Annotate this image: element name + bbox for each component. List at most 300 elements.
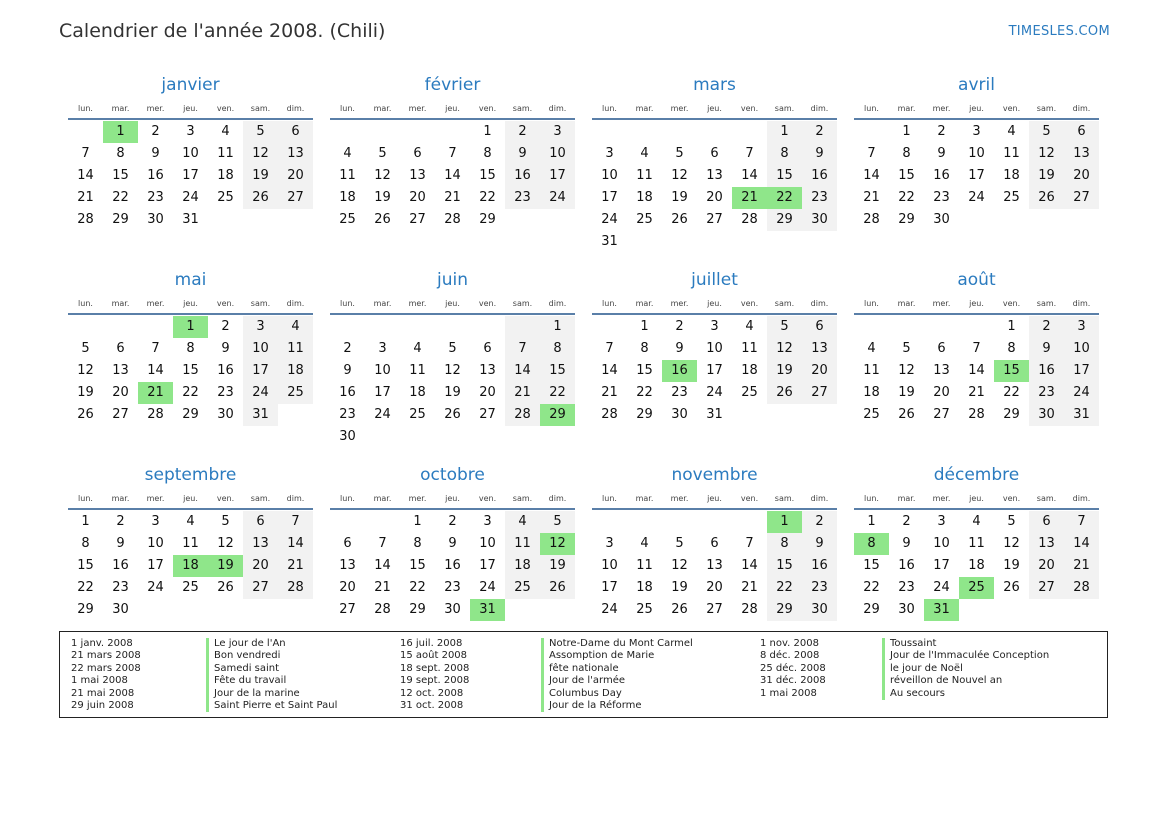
day-cell: 20: [706, 580, 723, 595]
day-cell: 24: [479, 580, 496, 595]
day-cell: 6: [116, 341, 125, 356]
day-cell: 22: [636, 385, 653, 400]
month-name: mai: [174, 270, 207, 290]
page-title: Calendrier de l'année 2008. (Chili): [59, 20, 386, 42]
day-cell: 19: [243, 165, 278, 187]
legend-date: 21 mars 2008: [71, 650, 141, 662]
day-cell: 16: [1029, 360, 1064, 382]
day-cell: 12: [77, 363, 94, 378]
day-cell: 16: [898, 558, 915, 573]
day-cell: 9: [675, 341, 684, 356]
empty-cell: [592, 121, 627, 143]
day-cell: 3: [937, 514, 946, 529]
day-cell: 13: [1029, 533, 1064, 555]
weekday-label: lun.: [864, 299, 879, 308]
day-cell: 3: [972, 124, 981, 139]
day-cell: 10: [374, 363, 391, 378]
weekday-header: [592, 295, 837, 315]
day-cell: 15: [636, 363, 653, 378]
day-cell: 12: [898, 363, 915, 378]
day-cell: 2: [1029, 316, 1064, 338]
legend-date: 25 déc. 2008: [760, 662, 826, 674]
legend-date: 31 déc. 2008: [760, 675, 826, 687]
day-cell: 16: [444, 558, 461, 573]
day-cell: 10: [601, 168, 618, 183]
day-cell: 14: [1064, 533, 1099, 555]
weekday-label: lun.: [340, 104, 355, 113]
holiday-day-cell: 29: [540, 404, 575, 426]
day-grid: [592, 121, 837, 253]
weekday-label: dim.: [286, 494, 305, 503]
day-cell: 5: [540, 511, 575, 533]
weekday-label: mar.: [897, 104, 916, 113]
weekday-label: ven.: [1002, 299, 1021, 308]
month-12: [854, 464, 1099, 621]
day-cell: 14: [601, 363, 618, 378]
day-cell: 14: [741, 558, 758, 573]
day-cell: 12: [243, 143, 278, 165]
weekday-label: dim.: [1072, 494, 1091, 503]
day-cell: 19: [540, 555, 575, 577]
day-cell: 22: [112, 190, 129, 205]
day-cell: 23: [898, 580, 915, 595]
day-cell: 11: [278, 338, 313, 360]
legend-holiday-name: Le jour de l'An: [206, 638, 286, 650]
day-cell: 20: [479, 385, 496, 400]
day-cell: 1: [81, 514, 90, 529]
day-cell: 5: [378, 146, 387, 161]
weekday-label: dim.: [548, 104, 567, 113]
month-2: [330, 74, 575, 231]
day-cell: 8: [767, 143, 802, 165]
day-cell: 30: [1029, 404, 1064, 426]
day-cell: 19: [671, 580, 688, 595]
weekday-label: jeu.: [707, 299, 722, 308]
weekday-header: [330, 490, 575, 510]
day-cell: 2: [221, 319, 230, 334]
day-cell: 24: [540, 187, 575, 209]
weekday-label: sam.: [774, 299, 795, 308]
day-cell: 14: [505, 360, 540, 382]
day-cell: 26: [374, 212, 391, 227]
day-cell: 3: [605, 146, 614, 161]
weekday-label: mar.: [111, 104, 130, 113]
day-cell: 4: [343, 146, 352, 161]
day-cell: 9: [1029, 338, 1064, 360]
day-cell: 26: [671, 602, 688, 617]
day-cell: 11: [217, 146, 234, 161]
day-cell: 8: [902, 146, 911, 161]
day-cell: 22: [409, 580, 426, 595]
weekday-label: jeu.: [183, 104, 198, 113]
month-name: février: [424, 75, 481, 95]
month-name: août: [957, 270, 996, 290]
day-cell: 9: [902, 536, 911, 551]
day-cell: 24: [182, 190, 199, 205]
day-cell: 1: [767, 121, 802, 143]
month-7: [592, 269, 837, 426]
empty-cell: [330, 316, 365, 338]
day-cell: 28: [374, 602, 391, 617]
day-cell: 25: [636, 212, 653, 227]
day-cell: 7: [745, 536, 754, 551]
day-cell: 9: [448, 536, 457, 551]
day-cell: 17: [706, 363, 723, 378]
day-cell: 30: [802, 209, 837, 231]
day-cell: 7: [151, 341, 160, 356]
day-cell: 21: [863, 190, 880, 205]
weekday-label: mar.: [635, 494, 654, 503]
legend-holiday-name: Assomption de Marie: [541, 650, 654, 662]
day-cell: 11: [636, 558, 653, 573]
day-cell: 26: [444, 407, 461, 422]
weekday-label: mar.: [635, 299, 654, 308]
day-cell: 10: [601, 558, 618, 573]
weekday-label: dim.: [810, 494, 829, 503]
weekday-label: ven.: [740, 299, 759, 308]
holiday-day-cell: 16: [662, 360, 697, 382]
day-cell: 7: [605, 341, 614, 356]
day-cell: 29: [77, 602, 94, 617]
holiday-day-cell: 31: [924, 599, 959, 621]
day-cell: 11: [863, 363, 880, 378]
day-cell: 28: [1064, 577, 1099, 599]
day-cell: 27: [802, 382, 837, 404]
empty-cell: [732, 121, 767, 143]
weekday-label: mar.: [373, 104, 392, 113]
day-grid: [68, 121, 313, 231]
month-name: décembre: [933, 465, 1020, 485]
day-grid: [330, 511, 575, 621]
day-cell: 4: [413, 341, 422, 356]
day-cell: 28: [601, 407, 618, 422]
day-cell: 4: [972, 514, 981, 529]
day-cell: 9: [116, 536, 125, 551]
empty-cell: [854, 316, 889, 338]
empty-cell: [697, 511, 732, 533]
day-cell: 24: [933, 580, 950, 595]
legend-holiday-name: Au secours: [882, 688, 945, 700]
day-cell: 5: [767, 316, 802, 338]
day-cell: 8: [540, 338, 575, 360]
site-link[interactable]: TIMESLES.COM: [1008, 24, 1110, 39]
day-cell: 21: [601, 385, 618, 400]
day-cell: 2: [802, 511, 837, 533]
legend-holiday-name: Samedi saint: [206, 663, 279, 675]
day-cell: 21: [741, 580, 758, 595]
day-cell: 12: [671, 558, 688, 573]
day-cell: 21: [77, 190, 94, 205]
day-cell: 29: [863, 602, 880, 617]
day-cell: 18: [278, 360, 313, 382]
day-cell: 7: [745, 146, 754, 161]
day-cell: 6: [243, 511, 278, 533]
weekday-label: mar.: [111, 299, 130, 308]
day-cell: 3: [710, 319, 719, 334]
weekday-label: jeu.: [183, 494, 198, 503]
day-cell: 28: [968, 407, 985, 422]
day-cell: 7: [378, 536, 387, 551]
day-cell: 3: [605, 536, 614, 551]
legend-holiday-name: Fête du travail: [206, 675, 286, 687]
day-cell: 1: [867, 514, 876, 529]
weekday-header: [68, 100, 313, 120]
weekday-label: mer.: [670, 104, 689, 113]
day-cell: 31: [243, 404, 278, 426]
day-cell: 22: [1003, 385, 1020, 400]
empty-cell: [365, 121, 400, 143]
day-cell: 29: [1003, 407, 1020, 422]
day-cell: 16: [505, 165, 540, 187]
day-cell: 20: [278, 165, 313, 187]
day-cell: 28: [505, 404, 540, 426]
holiday-day-cell: 12: [540, 533, 575, 555]
day-cell: 8: [1007, 341, 1016, 356]
day-cell: 8: [413, 536, 422, 551]
day-cell: 30: [802, 599, 837, 621]
legend-date: 12 oct. 2008: [400, 687, 464, 699]
legend-date: 1 mai 2008: [760, 687, 817, 699]
day-cell: 15: [77, 558, 94, 573]
day-cell: 16: [802, 555, 837, 577]
day-cell: 23: [802, 577, 837, 599]
holiday-legend: [59, 631, 1108, 718]
day-cell: 4: [505, 511, 540, 533]
weekday-label: ven.: [1002, 104, 1021, 113]
legend-holiday-name: Jour de la marine: [206, 688, 300, 700]
day-cell: 17: [1064, 360, 1099, 382]
day-cell: 25: [741, 385, 758, 400]
legend-holiday-name: Saint Pierre et Saint Paul: [206, 700, 337, 712]
day-cell: 1: [483, 124, 492, 139]
day-cell: 21: [444, 190, 461, 205]
day-cell: 24: [968, 190, 985, 205]
empty-cell: [662, 511, 697, 533]
day-cell: 2: [505, 121, 540, 143]
day-cell: 1: [640, 319, 649, 334]
day-cell: 17: [933, 558, 950, 573]
weekday-label: jeu.: [183, 299, 198, 308]
weekday-label: mar.: [373, 299, 392, 308]
day-cell: 16: [217, 363, 234, 378]
legend-holiday-name: Notre-Dame du Mont Carmel: [541, 638, 693, 650]
day-cell: 4: [278, 316, 313, 338]
day-cell: 12: [1029, 143, 1064, 165]
day-cell: 11: [182, 536, 199, 551]
day-cell: 23: [112, 580, 129, 595]
day-cell: 17: [374, 385, 391, 400]
empty-cell: [330, 511, 365, 533]
legend-date: 19 sept. 2008: [400, 675, 470, 687]
day-cell: 8: [186, 341, 195, 356]
weekday-label: ven.: [1002, 494, 1021, 503]
day-cell: 7: [448, 146, 457, 161]
empty-cell: [627, 121, 662, 143]
holiday-day-cell: 31: [470, 599, 505, 621]
day-cell: 15: [409, 558, 426, 573]
day-cell: 11: [409, 363, 426, 378]
day-cell: 27: [112, 407, 129, 422]
weekday-label: dim.: [1072, 299, 1091, 308]
holiday-day-cell: 8: [854, 533, 889, 555]
day-cell: 27: [479, 407, 496, 422]
day-cell: 21: [374, 580, 391, 595]
day-cell: 10: [1064, 338, 1099, 360]
day-cell: 25: [217, 190, 234, 205]
month-name: juin: [437, 270, 468, 290]
day-cell: 6: [1064, 121, 1099, 143]
weekday-label: mer.: [408, 299, 427, 308]
month-1: [68, 74, 313, 231]
day-cell: 28: [741, 602, 758, 617]
weekday-label: jeu.: [445, 494, 460, 503]
day-cell: 27: [706, 212, 723, 227]
day-cell: 23: [802, 187, 837, 209]
day-cell: 30: [112, 602, 129, 617]
day-cell: 29: [767, 599, 802, 621]
day-cell: 25: [278, 382, 313, 404]
weekday-label: ven.: [740, 104, 759, 113]
day-cell: 13: [112, 363, 129, 378]
day-cell: 14: [741, 168, 758, 183]
day-cell: 3: [378, 341, 387, 356]
weekday-label: sam.: [512, 104, 533, 113]
weekday-label: lun.: [602, 299, 617, 308]
weekday-label: sam.: [1036, 104, 1057, 113]
day-cell: 18: [636, 580, 653, 595]
weekday-label: ven.: [216, 104, 235, 113]
weekday-label: lun.: [602, 494, 617, 503]
day-cell: 22: [479, 190, 496, 205]
month-4: [854, 74, 1099, 231]
day-cell: 30: [339, 429, 356, 444]
day-cell: 3: [540, 121, 575, 143]
weekday-label: sam.: [774, 104, 795, 113]
day-cell: 10: [147, 536, 164, 551]
day-cell: 2: [675, 319, 684, 334]
day-cell: 25: [409, 407, 426, 422]
weekday-label: mer.: [408, 104, 427, 113]
day-cell: 12: [374, 168, 391, 183]
day-cell: 6: [278, 121, 313, 143]
day-cell: 15: [479, 168, 496, 183]
weekday-header: [330, 295, 575, 315]
day-cell: 22: [77, 580, 94, 595]
day-cell: 25: [505, 577, 540, 599]
day-cell: 17: [540, 165, 575, 187]
day-cell: 4: [186, 514, 195, 529]
day-cell: 5: [675, 536, 684, 551]
weekday-label: ven.: [478, 299, 497, 308]
day-cell: 18: [1003, 168, 1020, 183]
day-cell: 16: [147, 168, 164, 183]
weekday-label: mer.: [146, 494, 165, 503]
weekday-label: ven.: [216, 494, 235, 503]
day-cell: 20: [706, 190, 723, 205]
empty-cell: [435, 121, 470, 143]
weekday-label: sam.: [512, 494, 533, 503]
day-cell: 8: [116, 146, 125, 161]
day-cell: 24: [243, 382, 278, 404]
empty-cell: [400, 121, 435, 143]
legend-date: 21 mai 2008: [71, 687, 135, 699]
day-cell: 6: [710, 536, 719, 551]
day-cell: 11: [968, 536, 985, 551]
weekday-label: dim.: [286, 104, 305, 113]
day-cell: 4: [867, 341, 876, 356]
day-cell: 28: [147, 407, 164, 422]
day-cell: 18: [409, 385, 426, 400]
day-cell: 26: [671, 212, 688, 227]
day-cell: 30: [444, 602, 461, 617]
day-cell: 29: [636, 407, 653, 422]
day-cell: 27: [933, 407, 950, 422]
weekday-label: sam.: [250, 299, 271, 308]
weekday-label: ven.: [740, 494, 759, 503]
day-cell: 5: [221, 514, 230, 529]
day-cell: 11: [636, 168, 653, 183]
day-cell: 15: [767, 165, 802, 187]
weekday-header: [330, 100, 575, 120]
day-cell: 7: [505, 338, 540, 360]
day-cell: 26: [898, 407, 915, 422]
day-cell: 19: [767, 360, 802, 382]
day-cell: 14: [374, 558, 391, 573]
day-cell: 20: [1064, 165, 1099, 187]
day-cell: 2: [343, 341, 352, 356]
day-cell: 10: [540, 143, 575, 165]
day-cell: 7: [81, 146, 90, 161]
day-cell: 5: [243, 121, 278, 143]
day-cell: 24: [706, 385, 723, 400]
holiday-day-cell: 25: [959, 577, 994, 599]
empty-cell: [924, 316, 959, 338]
day-cell: 20: [933, 385, 950, 400]
day-cell: 2: [902, 514, 911, 529]
day-cell: 29: [898, 212, 915, 227]
weekday-label: jeu.: [969, 104, 984, 113]
day-cell: 12: [217, 536, 234, 551]
day-cell: 9: [151, 146, 160, 161]
day-cell: 27: [409, 212, 426, 227]
weekday-label: mar.: [897, 494, 916, 503]
weekday-label: dim.: [548, 494, 567, 503]
day-cell: 28: [77, 212, 94, 227]
day-cell: 26: [540, 577, 575, 599]
weekday-label: mer.: [670, 494, 689, 503]
day-cell: 22: [182, 385, 199, 400]
day-cell: 27: [1064, 187, 1099, 209]
empty-cell: [103, 316, 138, 338]
day-cell: 10: [706, 341, 723, 356]
day-cell: 29: [182, 407, 199, 422]
day-cell: 25: [863, 407, 880, 422]
empty-cell: [854, 121, 889, 143]
day-cell: 14: [278, 533, 313, 555]
day-cell: 10: [933, 536, 950, 551]
day-cell: 10: [182, 146, 199, 161]
day-cell: 13: [278, 143, 313, 165]
day-cell: 17: [968, 168, 985, 183]
day-cell: 16: [933, 168, 950, 183]
day-cell: 17: [601, 580, 618, 595]
day-cell: 30: [898, 602, 915, 617]
empty-cell: [592, 316, 627, 338]
day-cell: 6: [937, 341, 946, 356]
day-grid: [330, 121, 575, 231]
day-cell: 11: [1003, 146, 1020, 161]
day-cell: 26: [217, 580, 234, 595]
